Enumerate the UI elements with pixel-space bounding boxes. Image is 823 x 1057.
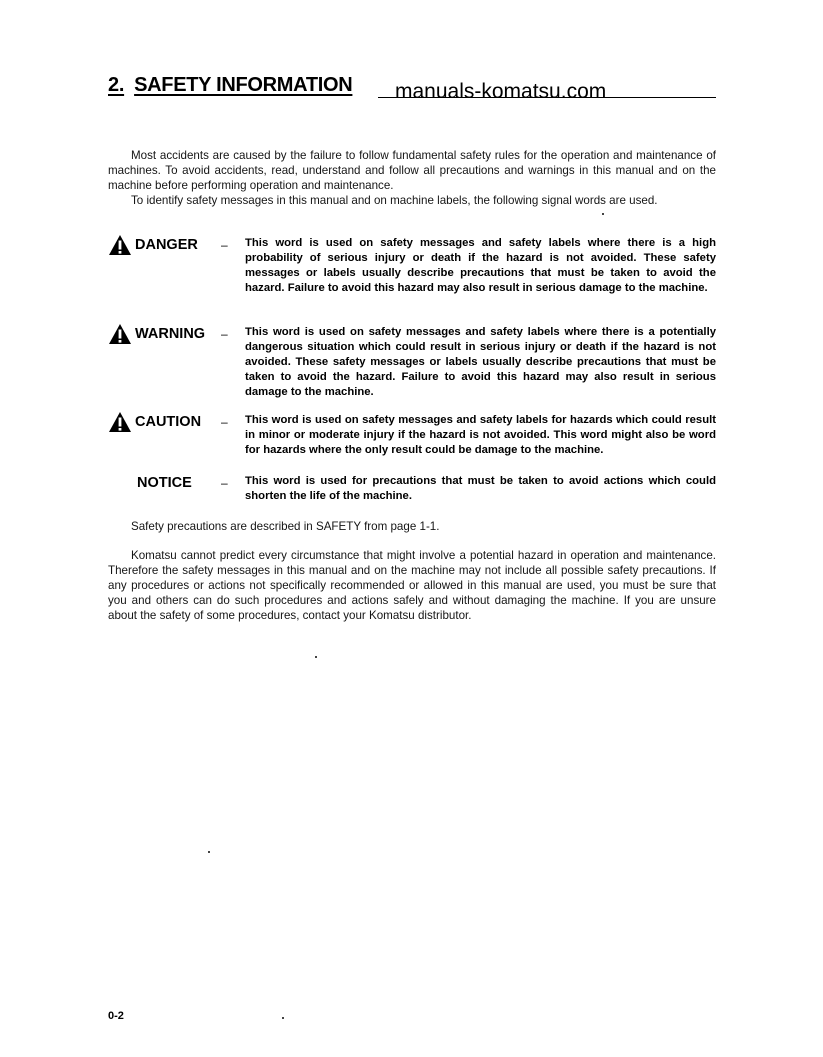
komatsu-note <box>108 548 716 623</box>
signal-word-label: NOTICE <box>137 475 192 491</box>
signal-word-label: CAUTION <box>135 414 202 430</box>
signal-word-label: WARNING <box>135 326 206 342</box>
scan-speck <box>208 851 210 853</box>
page-title <box>108 74 352 97</box>
intro-text <box>108 148 716 208</box>
signal-word-warning <box>108 322 205 346</box>
precautions-paragraph: Safety precautions are described in SAFETY from page 1-1. <box>131 520 440 533</box>
signal-dash: – <box>221 238 228 252</box>
warning-triangle-icon <box>108 411 132 433</box>
intro-paragraph-1: Most accidents are caused by the failure to follow fundamental safety rules for the operation and maintenance of machines. To avoid accidents, read, understand and follow all precautions and warnings in this manual and on the machine before performing operation and maintenance. <box>108 149 716 192</box>
section-header <box>108 74 716 103</box>
signal-word-caution <box>108 410 201 434</box>
precautions-reference <box>108 519 716 534</box>
scan-speck <box>282 1017 284 1019</box>
warning-triangle-icon <box>108 323 132 345</box>
komatsu-paragraph: Komatsu cannot predict every circumstance that might involve a potential hazard in operation and maintenance. Therefore the safety messages in this manual and on the machine may not include all possible safety precautions. If any procedures or actions not specifically recommended or allowed in this manual are used, you must be sure that you and others can do such procedures and actions safely and without damaging the machine. If you are unsure about the safety of some procedures, contact your Komatsu distributor. <box>108 549 716 622</box>
signal-description: This word is used on safety messages and safety labels where there is a potentially dangerous situation which could result in serious injury or death if the hazard is not avoided. These safety messages or labels usually describe precautions that must be taken to avoid the hazard. Failure to avoid this hazard may also result in serious damage to the machine. <box>245 326 716 398</box>
signal-dash: – <box>221 327 228 341</box>
signal-dash: – <box>221 476 228 490</box>
signal-description: This word is used on safety messages and safety labels for hazards which could result in minor or moderate injury if the hazard is not avoided. This word might also be word for hazards where the only result could be damage to the machine. <box>245 414 716 456</box>
page-number: 0-2 <box>108 1010 124 1022</box>
intro-paragraph-2: To identify safety messages in this manual and on machine labels, the following signal words are used. <box>131 194 658 207</box>
warning-triangle-icon <box>108 234 132 256</box>
signal-word-label: DANGER <box>135 237 198 253</box>
section-title: SAFETY INFORMATION <box>134 74 353 96</box>
signal-word-notice <box>137 471 192 495</box>
signal-dash: – <box>221 415 228 429</box>
scan-speck <box>602 213 604 215</box>
signal-word-danger <box>108 233 198 257</box>
signal-description: This word is used on safety messages and safety labels where there is a high probability of serious injury or death if the hazard is not avoided. These safety messages or labels usually describe precautions that must be taken to avoid the hazard. Failure to avoid this hazard may also result in serious damage to the machine. <box>245 237 716 294</box>
signal-description: This word is used for precautions that must be taken to avoid actions which could shorten the life of the machine. <box>245 475 716 502</box>
section-number: 2. <box>108 74 125 96</box>
watermark: manuals-komatsu.com <box>395 80 607 103</box>
scan-speck <box>315 656 317 658</box>
